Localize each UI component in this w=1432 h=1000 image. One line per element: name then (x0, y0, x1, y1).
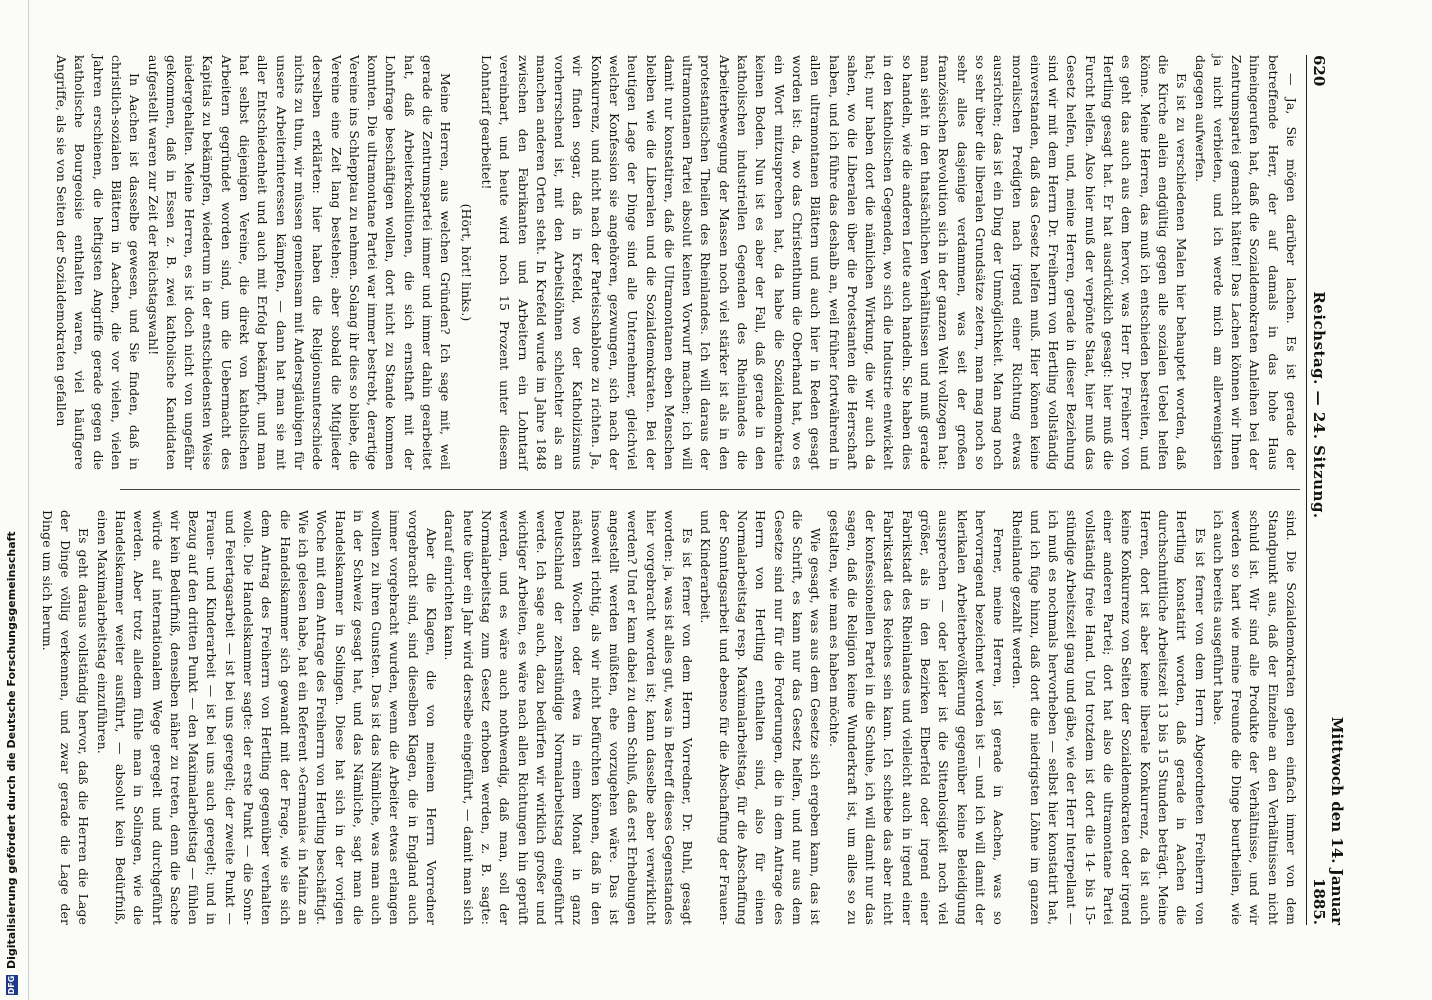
scan-edge-line (28, 0, 29, 1000)
paragraph: Es ist ferner von dem Herrn Vorredner, Dr. Buhl, gesagt worden: ja, was ist alles gut, was in Betreff dieses Gegenstandes hier vorgebracht worden ist; kann dasselbe aber verwirklicht werden? Und er kam dabei zu dem Schluß, daß erst Erhebungen angestellt werden müßten, ehe vorzugehen wäre. Das ist insoweit richtig, als wir nicht befürchten können, daß in den nächsten Wochen oder etwa in einem Monat in ganz Deutschland der zehnstündige Normalarbeitstag eingeführt werde. Ich sage auch, dazu bedürfen wir wirklich großer und wichtiger Arbeiten, es wäre nach allen Richtungen hin geprüft werden, und es wäre auch nothwendig, daß man, soll der Normalarbeitstag zum Gesetz erhoben werden, z. B. sagte: heute über ein Jahr wird derselbe eingeführt, — damit man sich darauf einrichten kann. (442, 510, 696, 925)
paragraph: Aber die Klagen, die von meinem Herrn Vorredner vorgebracht sind, sind dieselben Klagen, die in England auch immer vorgebracht wurden, wenn die Arbeiter etwas erlangen wollten zu ihren Gunsten. Das ist das Nämliche, was man auch in der Schweiz gesagt hat, und das Nämliche, sagt man die Handelskammer in Solingen. Diese hat sich in der vorigen Woche mit dem Antrage des Freiherrn von Hertling beschäftigt. Wie ich gelesen habe, hat ein Referent »Germania« in Mainz an die Handelskammer sich gewandt mit der Frage, wie sie sich dem Antrag des Freiherrn von Hertling gegenüber verhalten wolle. Die Handelskammer sagte: der erste Punkt — die Sonn- und Feiertagsarbeit — ist bei uns geregelt; der zweite Punkt — Frauen- und Kinderarbeit — ist bei uns auch geregelt; und in Bezug auf den dritten Punkt — den Maximalarbeitstag — fühlen wir kein Bedürfniß, denselben näher zu treten, denn die Sache würde auf internationalem Wege geregelt und durchgeführt werden. Aber trotz alledem fühle man in Solingen, wie die Handelskammer weiter ausführt, — absolut kein Bedürfniß, einen Maximalarbeitstag einzuführen. (94, 510, 440, 925)
paragraph: Es ist zu verschiedenen Malen hier behauptet worden, daß die Kirche allein endgültig gegen alle sozialen Uebel helfen könne. Meine Herren, das muß ich entschieden bestreiten, und es geht das auch aus dem hervor, was Herr Dr. Freiherr von Hertling gesagt hat. Er hat ausdrücklich gesagt: hier muß die Furcht helfen. Also hier muß der verpönte Staat, hier muß das Gesetz helfen, und, meine Herren, gerade in dieser Beziehung sind wir mit dem Herrn Dr. Freiherrn von Hertling vollständig einverstanden, daß das Gesetz helfen muß. Hier können keine moralischen Predigten nach irgend einer Richtung etwas ausrichten; das ist ein Ding der Unmöglichkeit. Man mag noch so sehr über die liberalen Grundsätze zetern, man mag noch so sehr alles dasjenige verdammen, was seit der großen französischen Revolution sich in der ganzen Welt vollzogen hat: man sieht in den thatsächlichen Verhältnissen und muß gerade so handeln, wie die anderen Leute auch handeln. Sie haben dies in den katholischen Gegenden, wo sich die Industrie entwickelt hat; nur haben dort die nämlichen Wirkung, die wir auch da sahen, wo die Liberalen über die Protestanten die Herrschaft haben, und ich führe das deshalb an, weil früher fortwährend in allen ultramontanen Blättern und auch hier in Reden gesagt worden ist: da, wo das Christenthum die Oberhand hat, wo es ein Wort mitzusprechen hat, da habe die Sozialdemokratie keinen Boden. Nun ist es aber der Fall, daß gerade in den katholischen industriellen Gegenden des Rheinlandes die Arbeiterbewegung der Massen noch viel stärker ist als in den protestantischen Theilen des Rheinlandes. Ich will daraus der ultramontanen Partei absolut keinen Vorwurf machen; ich will damit nur konstatiren, daß die Ultramontanen eben Menschen bleiben wie die Liberalen und die Sozialdemokraten. Bei der heutigen Lage der Dinge sind alle Unternehmer, gleichviel welcher Konfession sie angehören, gezwungen, sich nach der Konkurrenz, und nicht nach der Parteischablone zu richten. Ja, wir finden sogar, daß in Krefeld, wo der Katholizismus vorherrschend ist, mit den Arbeitslöhnen schlechter als an manchen anderen Orten steht. In Krefeld wurde im Jahre 1848 zwischen den Fabrikanten und Arbeitern ein Lohntarif vereinbart, und heute wird noch 15 Prozent unter diesem Lohntarif gearbeitet! (478, 55, 1190, 470)
session-title: Reichstag. — 24. Sitzung. (1310, 291, 1328, 519)
paragraph: Wie gesagt, was aus dem Gesetze sich ergeben kann, das ist die Schrift, es kann nur das Gesetz helfen, und nur aus dem Gesetze sind nur für die Forderungen, die in dem Antrage des Herrn von Hertling enthalten sind, also für einen Normalarbeitstag resp. Maximalarbeitstag, für die Abschaffung der Sonntagsarbeit und ebenso für die Abschaffung der Frauen- und Kinderarbeit. (698, 510, 824, 925)
paragraph: Es ist ferner von dem Herrn Abgeordneten Freiherrn von Hertling konstatirt worden, daß gerade in Aachen die durchschnittliche Arbeitszeit 13 bis 15 Stunden beträgt. Meine Herren, dort ist aber keine liberale Konkurrenz, da ist auch keine Konkurrenz von Seiten der Sozialdemokraten oder irgend einer anderen Partei; dort hat also die ultramontane Partei vollständig freie Hand. Und trotzdem ist dort die 14- bis 15-stündige Arbeitszeit gang und gäbe, wie der Herr Interpellant — ich muß es nochmals hervorheben — selbst hier konstatirt hat, und ich füge hinzu, daß dort die niedrigsten Löhne im ganzen Rheinlande gezahlt werden. (1009, 510, 1208, 925)
interjection: (Hört, hört! links.) (458, 203, 474, 322)
page-number: 620 (1310, 55, 1328, 87)
paragraph: In Aachen ist dasselbe gewesen, und Sie finden, daß in christlich-sozialen Blättern in Aachen, die vor vielen, vielen Jahren erschienen, die heftigsten Angriffe gerade gegen die katholische Bourgeoisie enthalten waren, viel häufigere Angriffe, als sie von Seiten der Sozialdemokraten gefallen (54, 55, 143, 470)
page-content (39, 55, 1346, 925)
column-divider (120, 489, 1300, 490)
paragraph: Ferner, meine Herren, ist gerade in Aachen, was so hervorragend bezeichnet worden ist — und ich will damit der klerikalen Arbeiterbevölkerung gegenüber keine Beleidigung aussprechen — oder leider ist die Sittenlosigkeit noch viel größer, als in den Bezirken Elberfeld oder irgend einer Fabrikstadt des Rheinlandes und vielleicht auch in irgend einer Fabrikstadt des Reiches sein kann. Ich schiebe das aber nicht der konfessionellen Partei in die Schuhe, ich will damit nur das sagen, daß die Religion keine Wunderkraft ist, um alles so zu gestalten, wie man es haben möchte. (826, 510, 1007, 925)
credit-text: Digitalisierung gefördert durch die Deutsche Forschungsgemeinschaft (5, 531, 18, 969)
paragraph: Meine Herren, aus welchen Gründen? Ich sage mit, weil gerade die Zentrumspartei immer und immer dahin gearbeitet hat, daß Arbeiterkoalitionen, die sich ernsthaft mit der Lohnfrage beschäftigen wollen, dort nicht zu Stande kommen konnten. Die ultramontane Partei war immer bestrebt, derartige Vereine ins Schlepptau zu nehmen. Solang ihr dies so bliebe, die Vereine eine Zeit lang bestehen; aber sobald die Mitglieder derselben erklärten: hier haben die Religionsunterschiede nichts zu thun, wir müssen gemeinsam mit Andersgläubigen für unsere Arbeiterinteressen kämpfen, — dann hat man sie mit aller Entschiedenheit und auch mit Erfolg bekämpft, und man hat selbst diejenigen Vereine, die direkt von katholischen Arbeitern gegründet worden sind, um die Uebermacht des Kapitals zu bekämpfen, wiederum in der entschiedensten Weise niedergehalten. Meine Herren, es ist doch nicht von ungefähr gekommen, daß in Essen z. B. zwei katholische Kandidaten aufgestellt waren zur Zeit der Reichstagswahl! (145, 55, 454, 470)
paragraph: Es geht daraus vollständig hervor, daß die Herren die Lage der Dinge völlig verkennen, und zwar gerade die Lage der Dinge um sich herum. (39, 510, 92, 925)
paragraph: sind. Die Sozialdemokraten gehen einfach immer von dem Standpunkt aus, daß der Einzelne an den Verhältnissen nicht schuld ist. Wir sind alle Produkte der Verhältnisse, und wir werden so hart wie meine Freunde die Dinge beurtheilen, wie ich auch bereits ausgeführt habe. (1210, 510, 1299, 925)
right-column (39, 510, 1300, 925)
paragraph: — Ja, Sie mögen darüber lachen. Es ist gerade der betreffende Herr, der auf damals in das hohe Haus hineingerufen hat, daß die Sozialdemokraten Anleihen bei der Zentrumspartei gemacht hätten! Das Lachen können wir Ihnen ja nicht verbieten, und ich werde mich am allerwenigsten dagegen aufwerfen. (1192, 55, 1299, 470)
left-column (54, 55, 1300, 470)
dfg-logo: DFG (6, 975, 16, 995)
session-date: Mittwoch den 14. Januar 1885. (1310, 716, 1346, 925)
rotated-page (39, 55, 1346, 925)
page-header (1306, 55, 1346, 925)
digitization-credit (5, 531, 18, 995)
